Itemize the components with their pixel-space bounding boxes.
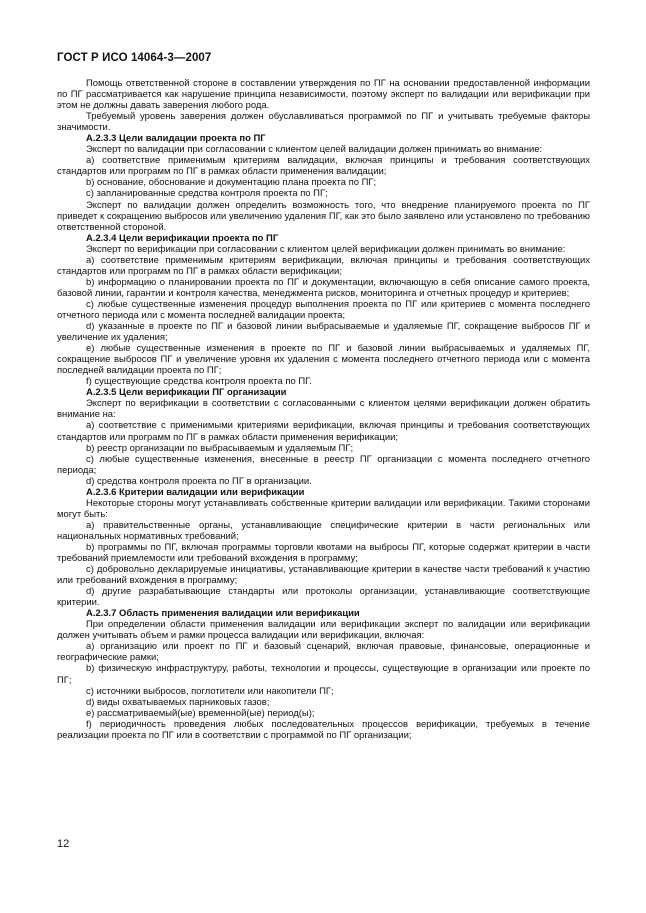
paragraph: Эксперт по верификации при согласовании с клиентом целей верификации должен принимать во внимание: <box>86 243 566 255</box>
page-number: 12 <box>57 838 70 850</box>
section-heading: А.2.3.7 Область применения валидации или верификации <box>86 608 360 620</box>
section-heading: А.2.3.5 Цели верификации ПГ организации <box>86 387 287 399</box>
list-item: c) любые существенные изменения процедур выполнения проекта по ПГ или критериев с момента последнего отчетного периода или с момента последней валидации проекта; <box>57 298 590 321</box>
paragraph: При определении области применения валидации или верификации эксперт по валидации или верификации должен учитывать объем и рамки процесса валидации или верификации, включая: <box>57 619 590 642</box>
list-item: d) виды охватываемых парниковых газов; <box>86 696 270 708</box>
section-heading: А.2.3.6 Критерии валидации или верификации <box>86 486 305 498</box>
list-item: а) правительственные органы, устанавливающие специфические критерии в части региональных или национальных нормативных требований; <box>57 519 590 542</box>
list-item: f) существующие средства контроля проекта по ПГ. <box>86 376 312 388</box>
list-item: d) другие разрабатывающие стандарты или протоколы организации, устанавливающие соответствующие критерии. <box>57 586 590 609</box>
paragraph: Эксперт по верификации в соответствии с согласованными с клиентом целями верификации должен обратить внимание на: <box>57 398 590 421</box>
list-item: b) основание, обоснование и документацию плана проекта по ПГ; <box>86 177 377 189</box>
list-item: f) периодичность проведения любых последовательных процессов верификации, требуемых в течение реализации проекта по ПГ или в соответствии с программой по ПГ организации; <box>57 718 590 741</box>
list-item: b) программы по ПГ, включая программы торговли квотами на выбросы ПГ, которые содержат критерии в части требований приемлемости или требований вхождения в программу; <box>57 541 590 565</box>
list-item: c) добровольно декларируемые инициативы, устанавливающие критерии в качестве части требований к участию или требований вхождения в программу; <box>57 564 590 587</box>
paragraph: Некоторые стороны могут устанавливать собственные критерии валидации или верификации. Такими сторонами могут быть: <box>57 497 590 520</box>
paragraph: Эксперт по валидации при согласовании с клиентом целей валидации должен принимать во внимание: <box>86 144 543 156</box>
list-item: c) любые существенные изменения, внесенные в реестр ПГ организации с момента последнего отчетного периода; <box>57 453 590 476</box>
list-item: а) организацию или проект по ПГ и базовый сценарий, включая правовые, финансовые, операционные и географические рамки; <box>57 641 590 664</box>
list-item: а) соответствие применимым критериям валидации, включая принципы и требования соответствующих стандартов или программ по ПГ в рамках области применения валидации; <box>57 155 590 178</box>
list-item: а) соответствие с применимыми критериями верификации, включая принципы и требования соответствующих стандартов или программ по ПГ в рамках области применения верификации; <box>57 420 590 443</box>
list-item: d) средства контроля проекта по ПГ в организации. <box>86 475 312 487</box>
list-item: b) реестр организации по выбрасываемым и удаляемым ПГ; <box>86 442 354 454</box>
document-body <box>57 78 590 741</box>
section-heading: А.2.3.3 Цели валидации проекта по ПГ <box>86 133 266 145</box>
paragraph: Помощь ответственной стороне в составлении утверждения по ПГ на основании предоставленной информации по ПГ рассматривается как нарушение принципа независимости, поэтому эксперт по валидации или верификации при этом не должны давать заверения любого рода. <box>57 78 590 112</box>
document-header: ГОСТ Р ИСО 14064-3—2007 <box>57 52 212 64</box>
section-heading: А.2.3.4 Цели верификации проекта по ПГ <box>86 232 279 244</box>
paragraph: Требуемый уровень заверения должен обуславливаться программой по ПГ и учитывать требуемые факторы значимости. <box>57 111 590 134</box>
list-item: b) физическую инфраструктуру, работы, технологии и процессы, существующие в организации или проекте по ПГ; <box>57 663 590 686</box>
paragraph: Эксперт по валидации должен определить возможность того, что внедрение планируемого проекта по ПГ приведет к сокращению выбросов или увеличению удаления ПГ, как это было заявлено или установлено по требованию ответственной стороной. <box>57 199 590 233</box>
list-item: c) источники выбросов, поглотители или накопители ПГ; <box>86 685 334 697</box>
list-item: а) соответствие применимым критериям верификации, включая принципы и требования соответствующих стандартов или программ по ПГ в рамках области верификации; <box>57 254 590 277</box>
list-item: e) любые существенные изменения в проекте по ПГ и базовой линии выбрасываемых и удаляемых ПГ, сокращение выбросов ПГ и увеличение уровня их удаления с момента последнего отчетного периода или с момента последней валидации проекта по ПГ; <box>57 343 590 377</box>
list-item: e) рассматриваемый(ые) временной(ые) период(ы); <box>86 707 315 719</box>
list-item: c) запланированные средства контроля проекта по ПГ; <box>86 188 328 200</box>
list-item: b) информацию о планировании проекта по ПГ и документации, включающую в себя описание самого проекта, базовой линии, гарантии и контроля качества, менеджмента рисков, мониторинга и отчетных процедур и критериев; <box>57 276 590 299</box>
list-item: d) указанные в проекте по ПГ и базовой линии выбрасываемые и удаляемые ПГ, сокращение выбросов ПГ и увеличение их удаления; <box>57 321 590 344</box>
